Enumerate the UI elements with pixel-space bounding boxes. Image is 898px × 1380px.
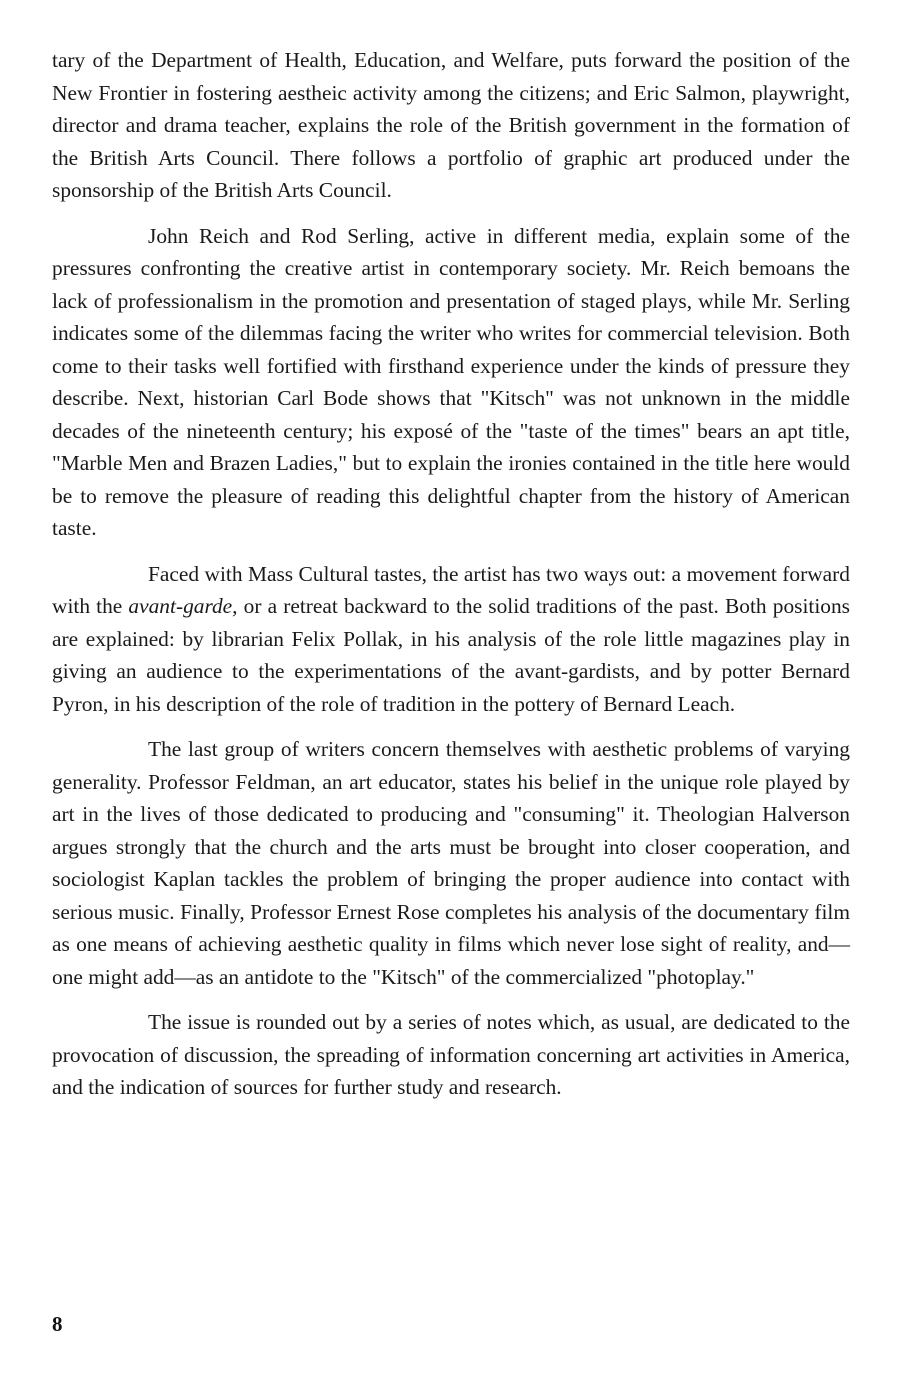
paragraph-2: John Reich and Rod Serling, active in different media, explain some of the pressures confronting the creative artist in contemporary society. Mr. Reich bemoans the lack of professionalism in the promotion and presentation of staged plays, while Mr. Serling indicates some of the dilemmas facing the writer who writes for commercial television. Both come to their tasks well fortified with firsthand experience under the kinds of pressure they describe. Next, historian Carl Bode shows that "Kitsch" was not unknown in the middle decades of the nineteenth century; his exposé of the "taste of the times" bears an apt title, "Marble Men and Brazen Ladies," but to explain the ironies contained in the title here would be to remove the pleasure of reading this delightful chapter from the history of American taste. bbox=[52, 223, 850, 540]
paragraph-5: The issue is rounded out by a series of notes which, as usual, are dedicated to the provocation of discussion, the spreading of information concerning art activities in America, and the indication of sources for further study and research. bbox=[52, 1010, 850, 1099]
paragraph-1: tary of the Department of Health, Education, and Welfare, puts forward the position of the New Frontier in fostering aestheic activity among the citizens; and Eric Salmon, playwright, director and drama teacher, explains the role of the British government in the formation of the British Arts Council. There follows a portfolio of graphic art produced under the sponsorship of the British Arts Council. bbox=[52, 48, 850, 202]
avant-garde-emphasis: avant-garde, bbox=[128, 594, 238, 618]
paragraph-4: The last group of writers concern themselves with aesthetic problems of varying generality. Professor Feldman, an art educator, states his belief in the unique role played by art in the lives of those dedicated to producing and "consuming" it. Theologian Halverson argues strongly that the church and the arts must be brought into closer cooperation, and sociologist Kaplan tackles the problem of bringing the proper audience into contact with serious music. Finally, Professor Ernest Rose completes his analysis of the documentary film as one means of achieving aesthetic quality in films which never lose sight of reality, and—one might add—as an antidote to the "Kitsch" of the commercialized "photoplay." bbox=[52, 737, 850, 989]
paragraph-3 bbox=[52, 558, 850, 721]
document-body bbox=[52, 44, 850, 1117]
paragraph-3-text-after: or a retreat backward to the solid traditions of the past. Both positions are explained: by librarian Felix Pollak, in his analysis of the role little magazines play in giving an audience to the experimentations of the avant-gardists, and by potter Bernard Pyron, in his description of the role of tradition in the pottery of Bernard Leach. bbox=[52, 594, 851, 716]
paragraph-3-text-before: Faced with Mass Cultural tastes, the artist has two ways out: a movement forward with the bbox=[52, 561, 850, 618]
page-number: 8 bbox=[52, 1312, 63, 1336]
